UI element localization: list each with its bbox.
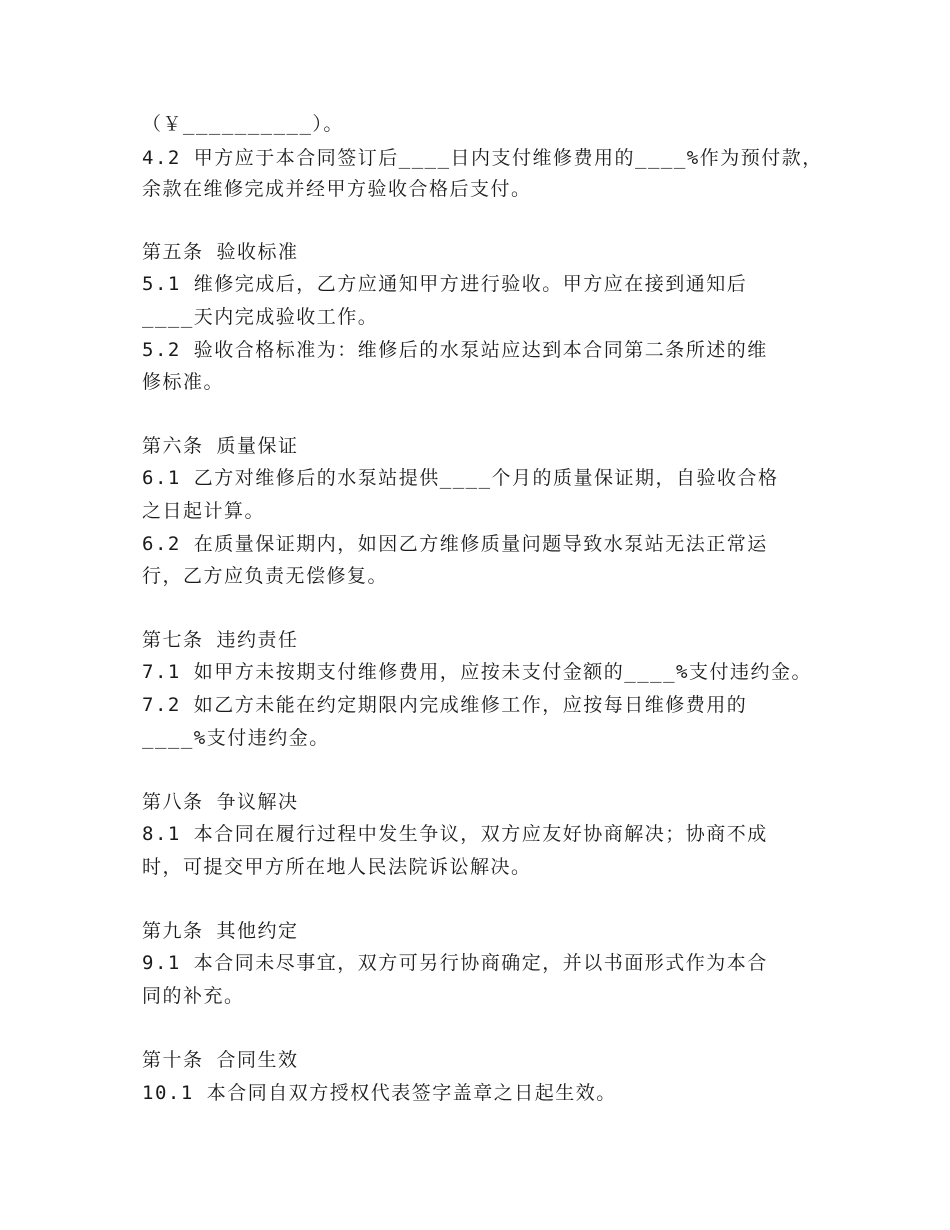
clause-8-1-cont: 时，可提交甲方所在地人民法院诉讼解决。: [142, 856, 532, 878]
clause-6-2-cont: 行，乙方应负责无偿修复。: [142, 565, 389, 587]
article-5-heading: 第五条 验收标准: [142, 241, 299, 263]
clause-9-1-cont: 同的补充。: [142, 985, 245, 1007]
clause-5-2: 5.2 验收合格标准为：维修后的水泵站应达到本合同第二条所述的维: [142, 339, 768, 361]
clause-6-1-cont: 之日起计算。: [142, 500, 266, 522]
clause-6-2: 6.2 在质量保证期内，如因乙方维修质量问题导致水泵站无法正常运: [142, 533, 768, 555]
article-8-heading: 第八条 争议解决: [142, 791, 299, 813]
clause-7-2-cont: ____%支付违约金。: [142, 727, 330, 749]
clause-7-2: 7.2 如乙方未能在约定期限内完成维修工作，应按每日维修费用的: [142, 694, 748, 716]
clause-5-1-cont: ____天内完成验收工作。: [142, 306, 379, 328]
clause-5-2-cont: 修标准。: [142, 371, 225, 393]
clause-5-1: 5.1 维修完成后，乙方应通知甲方进行验收。甲方应在接到通知后: [142, 273, 748, 295]
article-7-heading: 第七条 违约责任: [142, 629, 299, 651]
article-10-heading: 第十条 合同生效: [142, 1049, 299, 1071]
clause-4-2: 4.2 甲方应于本合同签订后____日内支付维修费用的____%作为预付款，: [142, 147, 823, 169]
clause-6-1: 6.1 乙方对维修后的水泵站提供____个月的质量保证期，自验收合格: [142, 467, 779, 489]
clause-7-1: 7.1 如甲方未按期支付维修费用，应按未支付金额的____%支付违约金。: [142, 661, 812, 683]
article-6-heading: 第六条 质量保证: [142, 435, 299, 457]
clause-10-1: 10.1 本合同自双方授权代表签字盖章之日起生效。: [142, 1082, 617, 1104]
article-9-heading: 第九条 其他约定: [142, 920, 299, 942]
amount-line: （￥__________）。: [142, 113, 344, 135]
clause-8-1: 8.1 本合同在履行过程中发生争议，双方应友好协商解决；协商不成: [142, 823, 768, 845]
clause-9-1: 9.1 本合同未尽事宜，双方可另行协商确定，并以书面形式作为本合: [142, 952, 768, 974]
clause-4-2-cont: 余款在维修完成并经甲方验收合格后支付。: [142, 178, 532, 200]
